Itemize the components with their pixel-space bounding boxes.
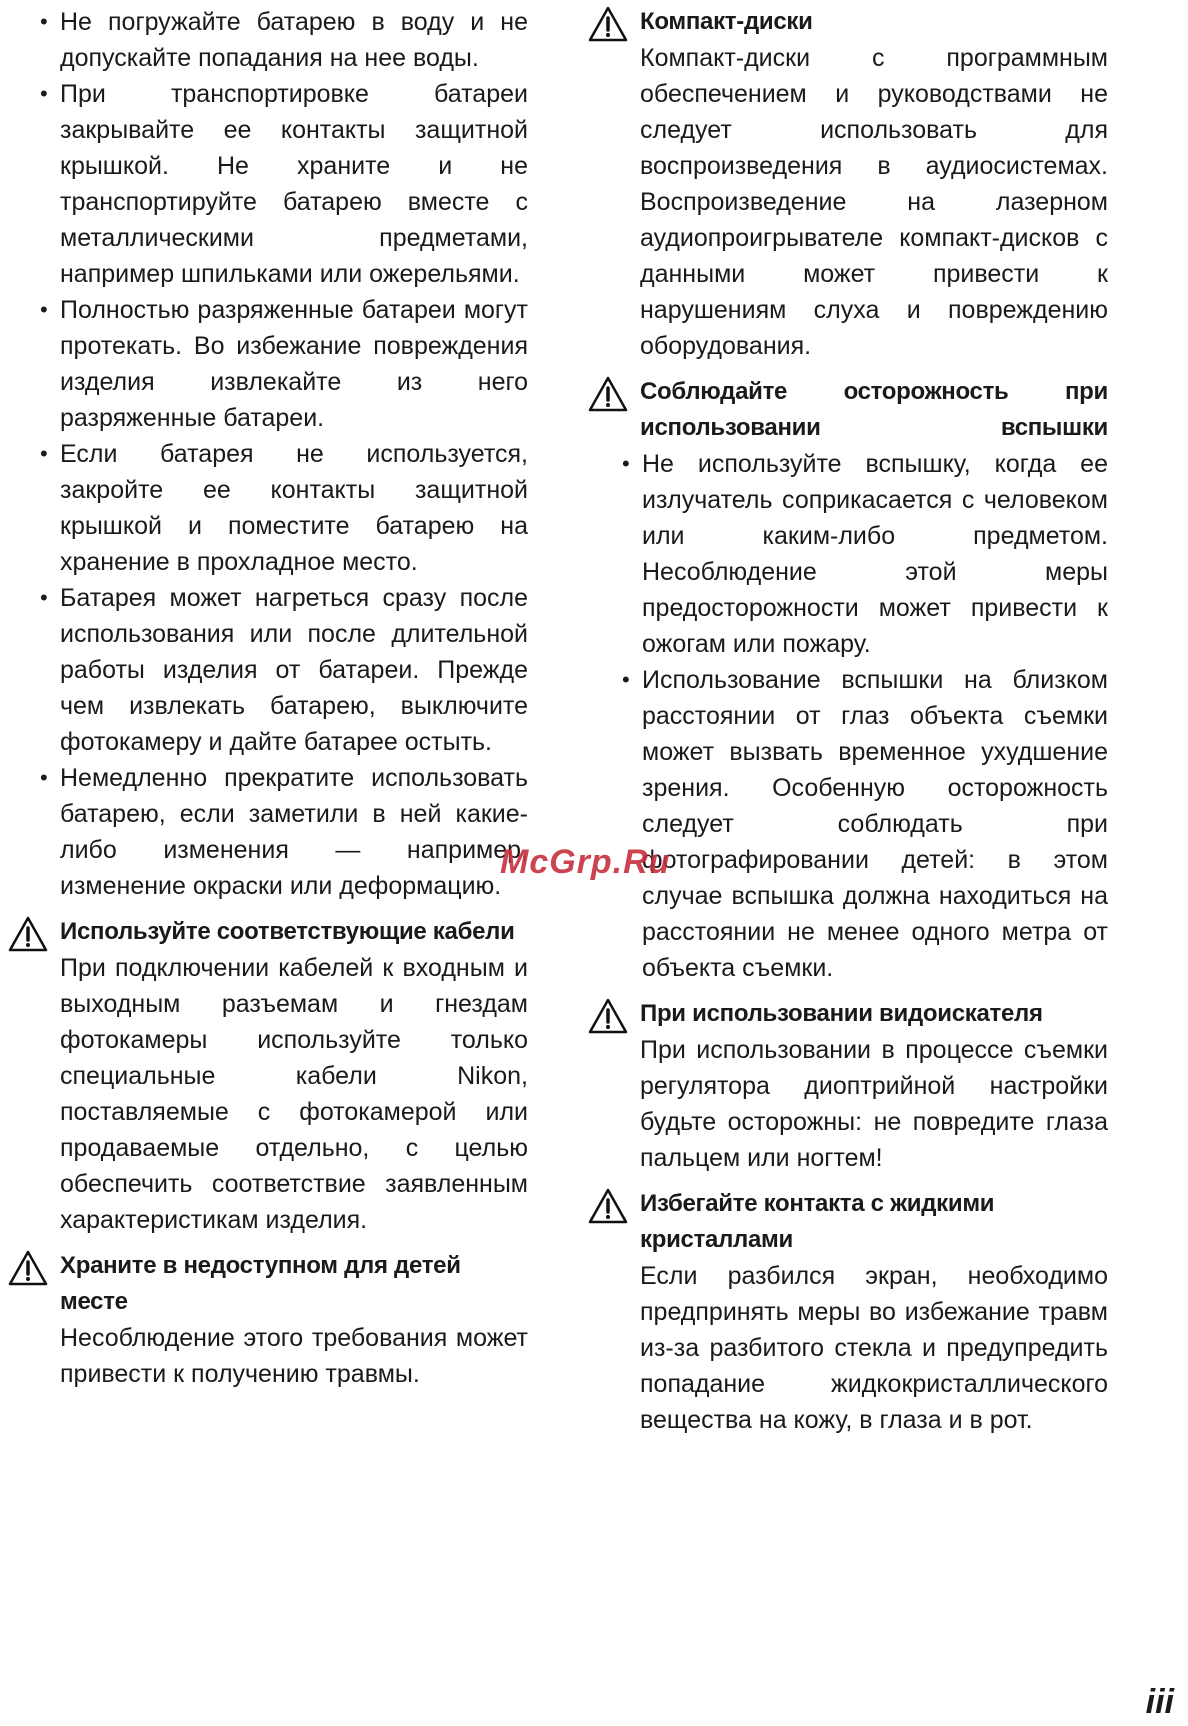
bullet-dot: • — [40, 9, 48, 34]
bullet-dot: • — [40, 441, 48, 466]
battery-bullet-list — [8, 4, 528, 904]
flash-bullet-list — [588, 446, 1108, 986]
section-title: Используйте соответствующие кабели — [60, 918, 515, 945]
left-column — [8, 4, 528, 1392]
section-text: Несоблюдение этого требования может привести к получению травмы. — [60, 1324, 528, 1388]
right-column — [588, 4, 1108, 1438]
list-item: • Батарея может нагреться сразу после использования или после длительной работы изделия от батареи. Прежде чем извлекать батарею, выключите фотокамеру и дайте батарее остыть. — [8, 580, 528, 760]
flash-section — [588, 374, 1108, 986]
section-text: Компакт-диски с программным обеспечением и руководствами не следует использовать для воспроизведения в аудиосистемах. Воспроизведение на лазерном аудиопроигрывателе компакт-дисков с данными может привести к нарушениям слуха и повреждению оборудования. — [640, 44, 1108, 360]
warning-triangle-icon — [588, 1188, 628, 1224]
cd-section — [588, 4, 1108, 364]
section-title: Соблюдайте осторожность при использовании вспышки — [640, 378, 1108, 441]
list-item: • Если батарея не используется, закройте ее контакты защитной крышкой и поместите батарею на хранение в прохладное место. — [8, 436, 528, 580]
bullet-dot: • — [40, 765, 48, 790]
warning-triangle-icon — [8, 916, 48, 952]
list-item: • Не погружайте батарею в воду и не допускайте попадания на нее воды. — [8, 4, 528, 76]
bullet-dot: • — [40, 81, 48, 106]
section-title: Компакт-диски — [640, 8, 813, 35]
warning-triangle-icon — [588, 376, 628, 412]
list-item: • Использование вспышки на близком расстоянии от глаз объекта съемки может вызвать временное ухудшение зрения. Особенную осторожность следует соблюдать при фотографировании детей: в этом случае вспышка должна находиться на расстоянии не менее одного метра от объекта съемки. — [588, 662, 1108, 986]
warning-triangle-icon — [588, 998, 628, 1034]
section-title: Храните в недоступном для детей месте — [60, 1252, 461, 1315]
bullet-dot: • — [622, 451, 630, 476]
liquid-crystal-section — [588, 1186, 1108, 1438]
section-text: Если разбился экран, необходимо предпринять меры во избежание травм из-за разбитого стекла и предупредить попадание жидкокристаллического вещества на кожу, в глаза и в рот. — [640, 1262, 1108, 1434]
watermark: McGrp.Ru — [500, 843, 671, 881]
section-text: При использовании в процессе съемки регулятора диоптрийной настройки будьте осторожны: не повредите глаза пальцем или ногтем! — [640, 1036, 1108, 1172]
list-item: • Полностью разряженные батареи могут протекать. Во избежание повреждения изделия извлекайте из него разряженные батареи. — [8, 292, 528, 436]
section-text: При подключении кабелей к входным и выходным разъемам и гнездам фотокамеры используйте только специальные кабели Nikon, поставляемые с фотокамерой или продаваемые отдельно, с целью обеспечить соответствие заявленным характеристикам изделия. — [60, 954, 528, 1234]
warning-triangle-icon — [588, 6, 628, 42]
warning-triangle-icon — [8, 1250, 48, 1286]
bullet-dot: • — [40, 297, 48, 322]
bullet-dot: • — [40, 585, 48, 610]
list-item: • Немедленно прекратите использовать батарею, если заметили в ней какие-либо изменения — например, изменение окраски или деформацию. — [8, 760, 528, 904]
list-item: • Не используйте вспышку, когда ее излучатель соприкасается с человеком или каким-либо предметом. Несоблюдение этой меры предосторожности может привести к ожогам или пожару. — [588, 446, 1108, 662]
section-title: При использовании видоискателя — [640, 1000, 1043, 1027]
bullet-dot: • — [622, 667, 630, 692]
section-title: Избегайте контакта с жидкими кристаллами — [640, 1190, 995, 1253]
page-number: iii — [1145, 1683, 1174, 1721]
list-item: • При транспортировке батареи закрывайте ее контакты защитной крышкой. Не храните и не транспортируйте батарею вместе с металлическими предметами, например шпильками или ожерельями. — [8, 76, 528, 292]
cables-section — [8, 914, 528, 1238]
viewfinder-section — [588, 996, 1108, 1176]
children-section — [8, 1248, 528, 1392]
